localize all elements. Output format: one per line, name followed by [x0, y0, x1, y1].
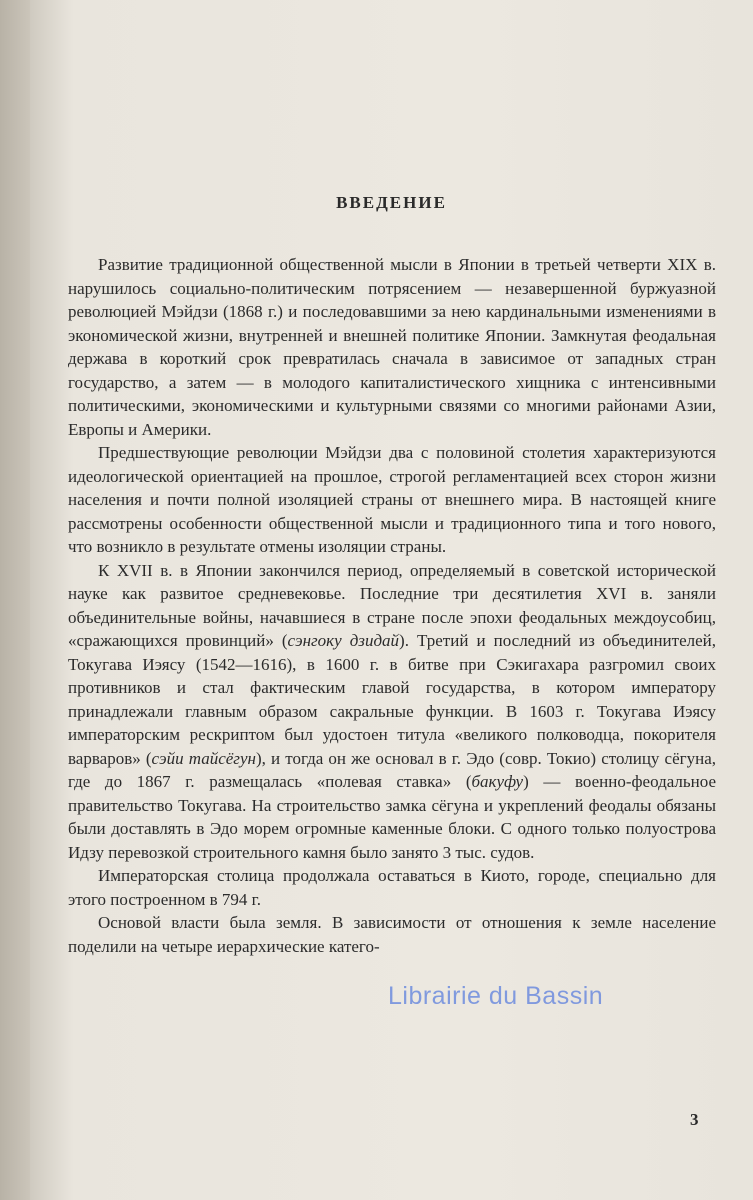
term-sengoku-dzidai: сэнгоку дзидай	[287, 631, 400, 650]
paragraph-1-text: Развитие традиционной общественной мысли в Японии в третьей четверти XIX в. нарушилось социально-политическим потрясением — незавершенной буржуазной революцией Мэйдзи (1868 г.) и последовавшими за нею кардинальными изменениями в экономической жизни, внутренней и внешней политике Японии. Замкнутая феодальная держава в короткий срок превратилась сначала в зависимое от западных стран государство, а затем — в молодого капиталистического хищника с интенсивными политическими, экономическими и культурными связями со многими районами Азии, Европы и Америки.	[68, 255, 716, 439]
paragraph-4-text: Императорская столица продолжала оставаться в Киото, городе, специально для этого построенном в 794 г.	[68, 866, 716, 909]
body-text	[68, 253, 716, 958]
paragraph-2-text: Предшествующие революции Мэйдзи два с половиной столетия характеризуются идеологической ориентацией на прошлое, строгой регламентацией всех сторон жизни населения и почти полной изоляцией страны от внешнего мира. В настоящей книге рассмотрены особенности общественной мысли и традиционного типа и того нового, что возникло в результате отмены изоляции страны.	[68, 443, 716, 556]
paragraph-3-text-c: ), и тогда он же основал в г. Эдо (совр. Токио) столицу сёгуна, где до 1867 г. размещалась «полевая ставка» (	[68, 748, 717, 791]
adjacent-page-edge	[0, 0, 31, 1200]
paragraph-5-text: Основой власти была земля. В зависимости от отношения к земле население поделили на четыре иерархические катего-	[68, 913, 716, 956]
paragraph-3-text-d: ) — военно-феодальное правительство Токугава. На строительство замка сёгуна и укреплений феодалы обязаны были доставлять в Эдо морем огромные каменные блоки. С одного только полуострова Идзу перевозкой строительного камня было занято 3 тыс. судов.	[68, 772, 717, 862]
seller-watermark: Librairie du Bassin	[388, 982, 604, 1010]
term-bakufu: бакуфу	[471, 772, 524, 791]
paragraph-3-text-b: ). Третий и последний из объединителей, Токугава Иэясу (1542—1616), в 1600 г. в битве при Сэкигахара разгромил своих противников и стал фактическим главой государства, в котором императору принадлежали главным образом сакральные функции. В 1603 г. Токугава Иэясу императорским рескриптом был удостоен титула «великого полководца, покорителя варваров» (	[68, 631, 717, 768]
paragraph-3	[68, 559, 716, 865]
paragraph-4	[68, 864, 716, 911]
term-seii-taisegun: сэйи тайсёгун	[151, 748, 256, 768]
paragraph-1	[68, 253, 716, 441]
paragraph-5	[68, 911, 716, 958]
chapter-title: ВВЕДЕНИЕ	[336, 193, 447, 212]
paragraph-3-text-a: К XVII в. в Японии закончился период, определяемый в советской исторической науке как развитое средневековье. Последние три десятилетия XVI в. заняли объединительные войны, начавшиеся в стране после эпохи феодальных междоусобиц, «сражающихся провинций» (	[68, 560, 716, 650]
book-page	[30, 0, 753, 1200]
paragraph-2	[68, 441, 716, 559]
page-number: 3	[690, 1110, 699, 1129]
